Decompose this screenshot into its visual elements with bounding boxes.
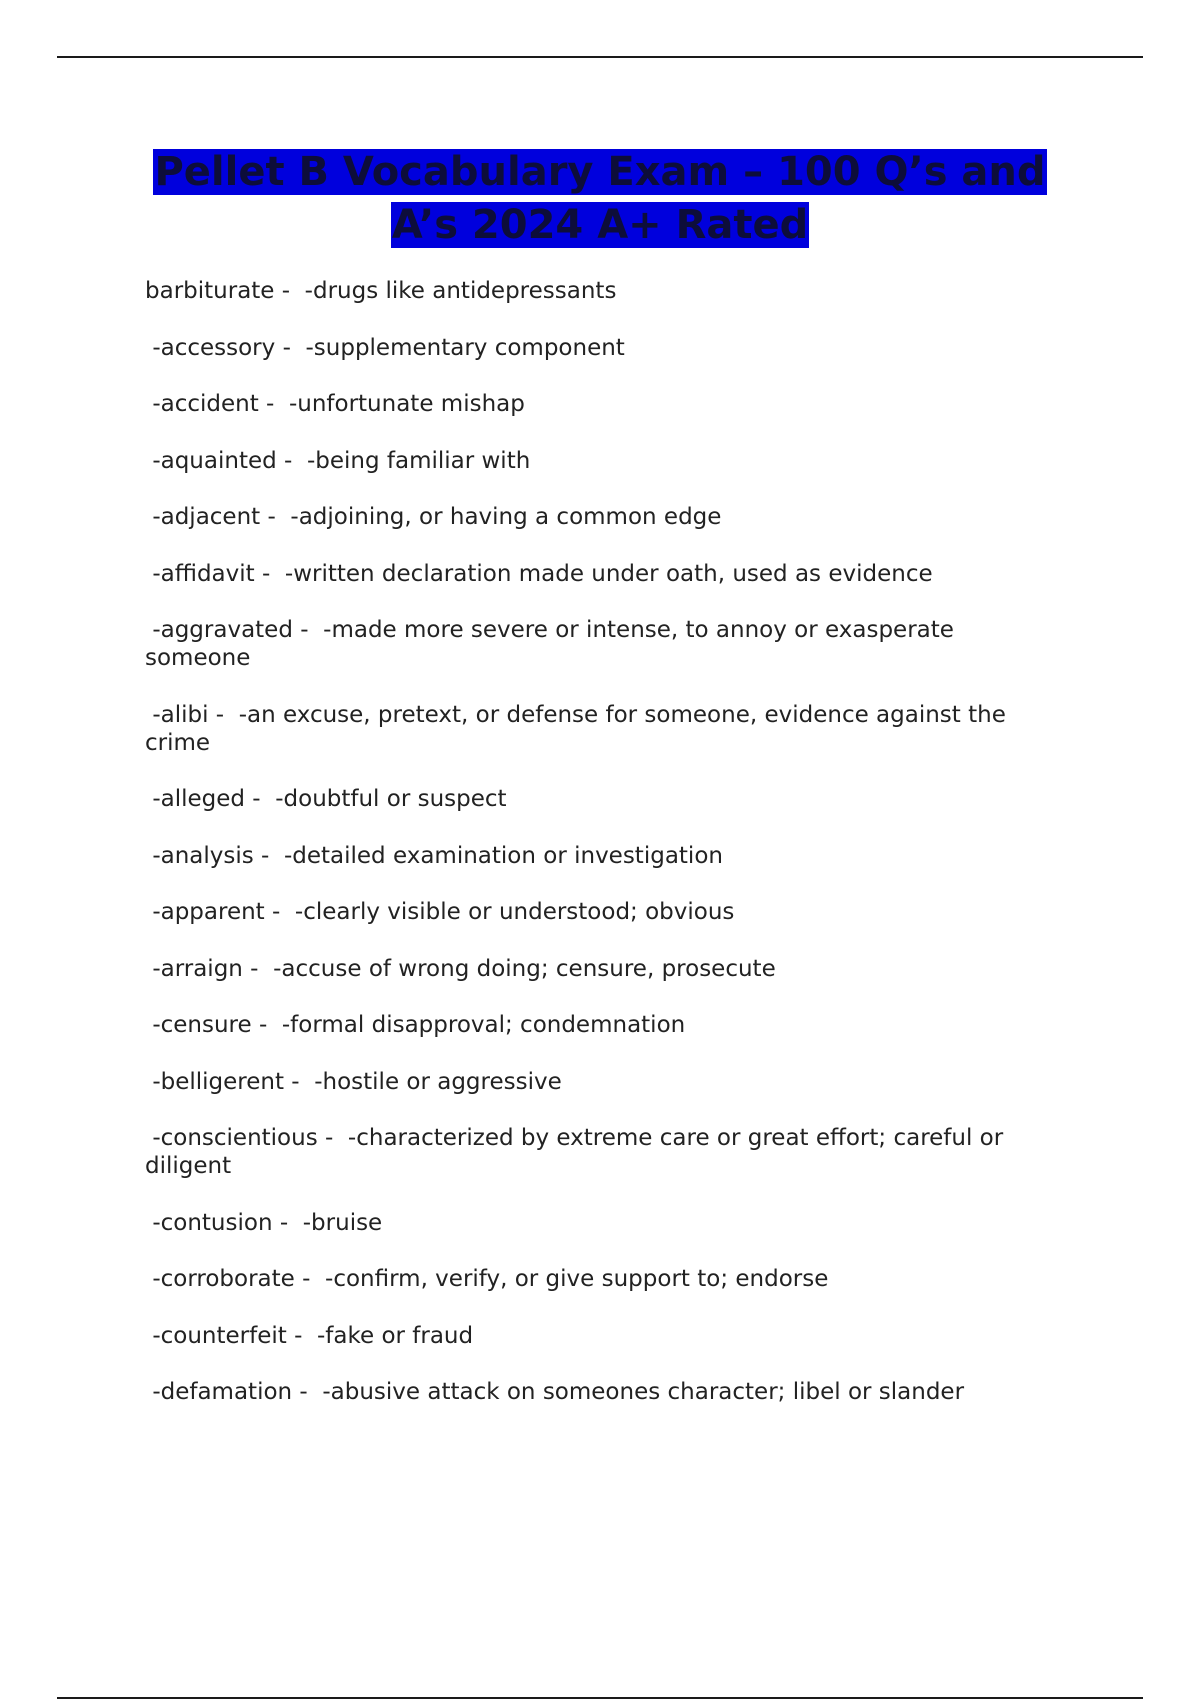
vocabulary-entry: -belligerent - -hostile or aggressive: [145, 1068, 562, 1095]
footer-rule: [57, 1697, 1143, 1699]
document-title: Pellet B Vocabulary Exam – 100 Q’s and A’s 2024 A+ Rated: [154, 149, 1046, 248]
vocabulary-entry: -analysis - -detailed examination or investigation: [145, 842, 723, 869]
vocabulary-entry: -corroborate - -confirm, verify, or give support to; endorse: [145, 1266, 829, 1292]
title-block: [140, 146, 1060, 252]
vocabulary-entry: -arraign - -accuse of wrong doing; censure, prosecute: [145, 955, 776, 982]
vocabulary-entry: -accessory - -supplementary component: [145, 334, 625, 361]
vocabulary-entry: -censure - -formal disapproval; condemnation: [145, 1012, 686, 1038]
vocabulary-entry: -apparent - -clearly visible or understood; obvious: [145, 899, 735, 925]
vocabulary-entry: -aquainted - -being familiar with: [145, 447, 531, 474]
vocabulary-entry: barbiturate - -drugs like antidepressants: [145, 278, 617, 304]
vocabulary-entry: -aggravated - -made more severe or intense, to annoy or exasperate someone: [145, 617, 962, 671]
vocabulary-entry: -adjacent - -adjoining, or having a common edge: [145, 504, 722, 530]
vocabulary-entry: -alleged - -doubtful or suspect: [145, 786, 507, 812]
vocabulary-entry: -alibi - -an excuse, pretext, or defense for someone, evidence against the crime: [145, 701, 1014, 756]
vocabulary-entry: -affidavit - -written declaration made under oath, used as evidence: [145, 560, 933, 587]
vocabulary-entry: -accident - -unfortunate mishap: [145, 391, 525, 417]
header-rule: [57, 56, 1143, 58]
vocabulary-list: [145, 277, 1065, 1435]
vocabulary-entry: -defamation - -abusive attack on someones character; libel or slander: [145, 1379, 965, 1405]
vocabulary-entry: -contusion - -bruise: [145, 1209, 383, 1236]
vocabulary-entry: -counterfeit - -fake or fraud: [145, 1322, 474, 1349]
vocabulary-entry: -conscientious - -characterized by extreme care or great effort; careful or diligent: [145, 1125, 1011, 1179]
